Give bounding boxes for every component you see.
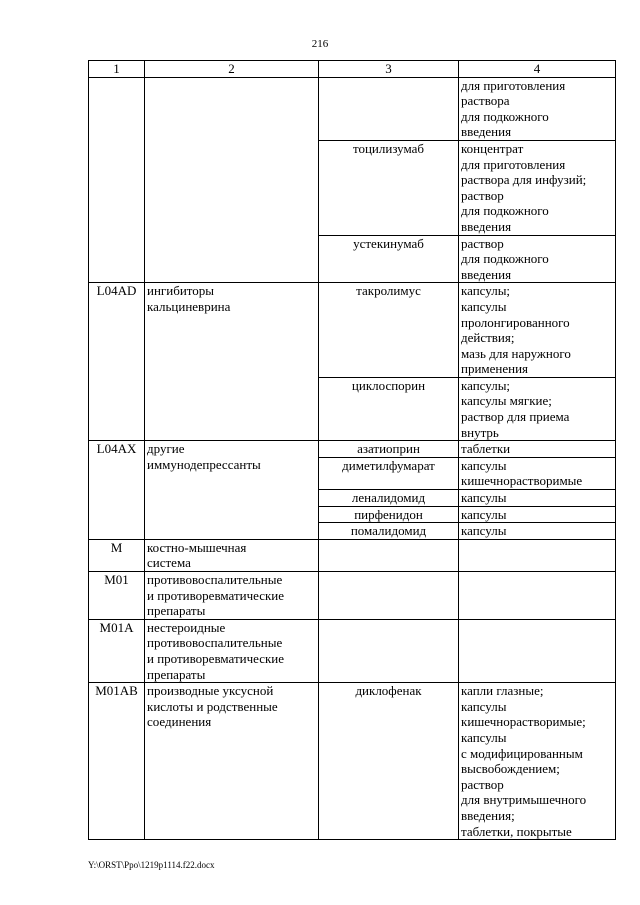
group-name-cell: ингибиторы кальциневрина	[145, 283, 319, 441]
drug-name-cell: азатиоприн	[319, 441, 459, 458]
dosage-form-cell: капсулы	[459, 523, 616, 540]
table-row	[89, 619, 616, 682]
drug-name-cell	[319, 77, 459, 140]
drug-name-cell: устекинумаб	[319, 235, 459, 283]
column-header-1: 1	[89, 61, 145, 78]
atc-code-cell: L04AD	[89, 283, 145, 441]
dosage-form-cell	[459, 572, 616, 620]
column-header-3: 3	[319, 61, 459, 78]
column-header-2: 2	[145, 61, 319, 78]
dosage-form-cell: капсулы кишечнорастворимые	[459, 457, 616, 489]
dosage-form-cell: концентрат для приготовления раствора для инфузий; раствор для подкожного введения	[459, 140, 616, 235]
drug-name-cell: циклоспорин	[319, 377, 459, 440]
table-row	[89, 539, 616, 571]
atc-code-cell	[89, 77, 145, 283]
drug-name-cell: помалидомид	[319, 523, 459, 540]
table-row	[89, 683, 616, 840]
drug-name-cell: диклофенак	[319, 683, 459, 840]
atc-code-cell: M01	[89, 572, 145, 620]
table-row	[89, 283, 616, 378]
group-name-cell: противовоспалительные и противоревматические препараты	[145, 572, 319, 620]
drug-name-cell: диметилфумарат	[319, 457, 459, 489]
file-path-footer: Y:\ORST\Ppo\1219p1114.f22.docx	[88, 860, 215, 870]
drug-name-cell: тоцилизумаб	[319, 140, 459, 235]
table-header-row	[89, 61, 616, 78]
drug-name-cell: такролимус	[319, 283, 459, 378]
drug-name-cell	[319, 619, 459, 682]
atc-code-cell: M01A	[89, 619, 145, 682]
atc-code-cell: M	[89, 539, 145, 571]
atc-code-cell: M01AB	[89, 683, 145, 840]
drug-name-cell	[319, 539, 459, 571]
group-name-cell: другие иммунодепрессанты	[145, 441, 319, 540]
page-number: 216	[311, 38, 329, 50]
drug-table	[88, 60, 616, 840]
group-name-cell	[145, 77, 319, 283]
drug-name-cell: леналидомид	[319, 490, 459, 507]
group-name-cell: костно-мышечная система	[145, 539, 319, 571]
table-row	[89, 77, 616, 140]
group-name-cell: производные уксусной кислоты и родственные соединения	[145, 683, 319, 840]
group-name-cell: нестероидные противовоспалительные и противоревматические препараты	[145, 619, 319, 682]
table-row	[89, 572, 616, 620]
dosage-form-cell: капсулы; капсулы мягкие; раствор для приема внутрь	[459, 377, 616, 440]
dosage-form-cell: для приготовления раствора для подкожного введения	[459, 77, 616, 140]
dosage-form-cell	[459, 619, 616, 682]
table-row	[89, 441, 616, 458]
column-header-4: 4	[459, 61, 616, 78]
dosage-form-cell: капсулы	[459, 490, 616, 507]
atc-code-cell: L04AX	[89, 441, 145, 540]
dosage-form-cell: таблетки	[459, 441, 616, 458]
dosage-form-cell: капсулы; капсулы пролонгированного действия; мазь для наружного применения	[459, 283, 616, 378]
drug-name-cell: пирфенидон	[319, 506, 459, 523]
dosage-form-cell	[459, 539, 616, 571]
drug-name-cell	[319, 572, 459, 620]
dosage-form-cell: раствор для подкожного введения	[459, 235, 616, 283]
dosage-form-cell: капсулы	[459, 506, 616, 523]
dosage-form-cell: капли глазные; капсулы кишечнорастворимые; капсулы с модифицированным высвобождением; раствор для внутримышечного введения; таблетки, покрытые	[459, 683, 616, 840]
